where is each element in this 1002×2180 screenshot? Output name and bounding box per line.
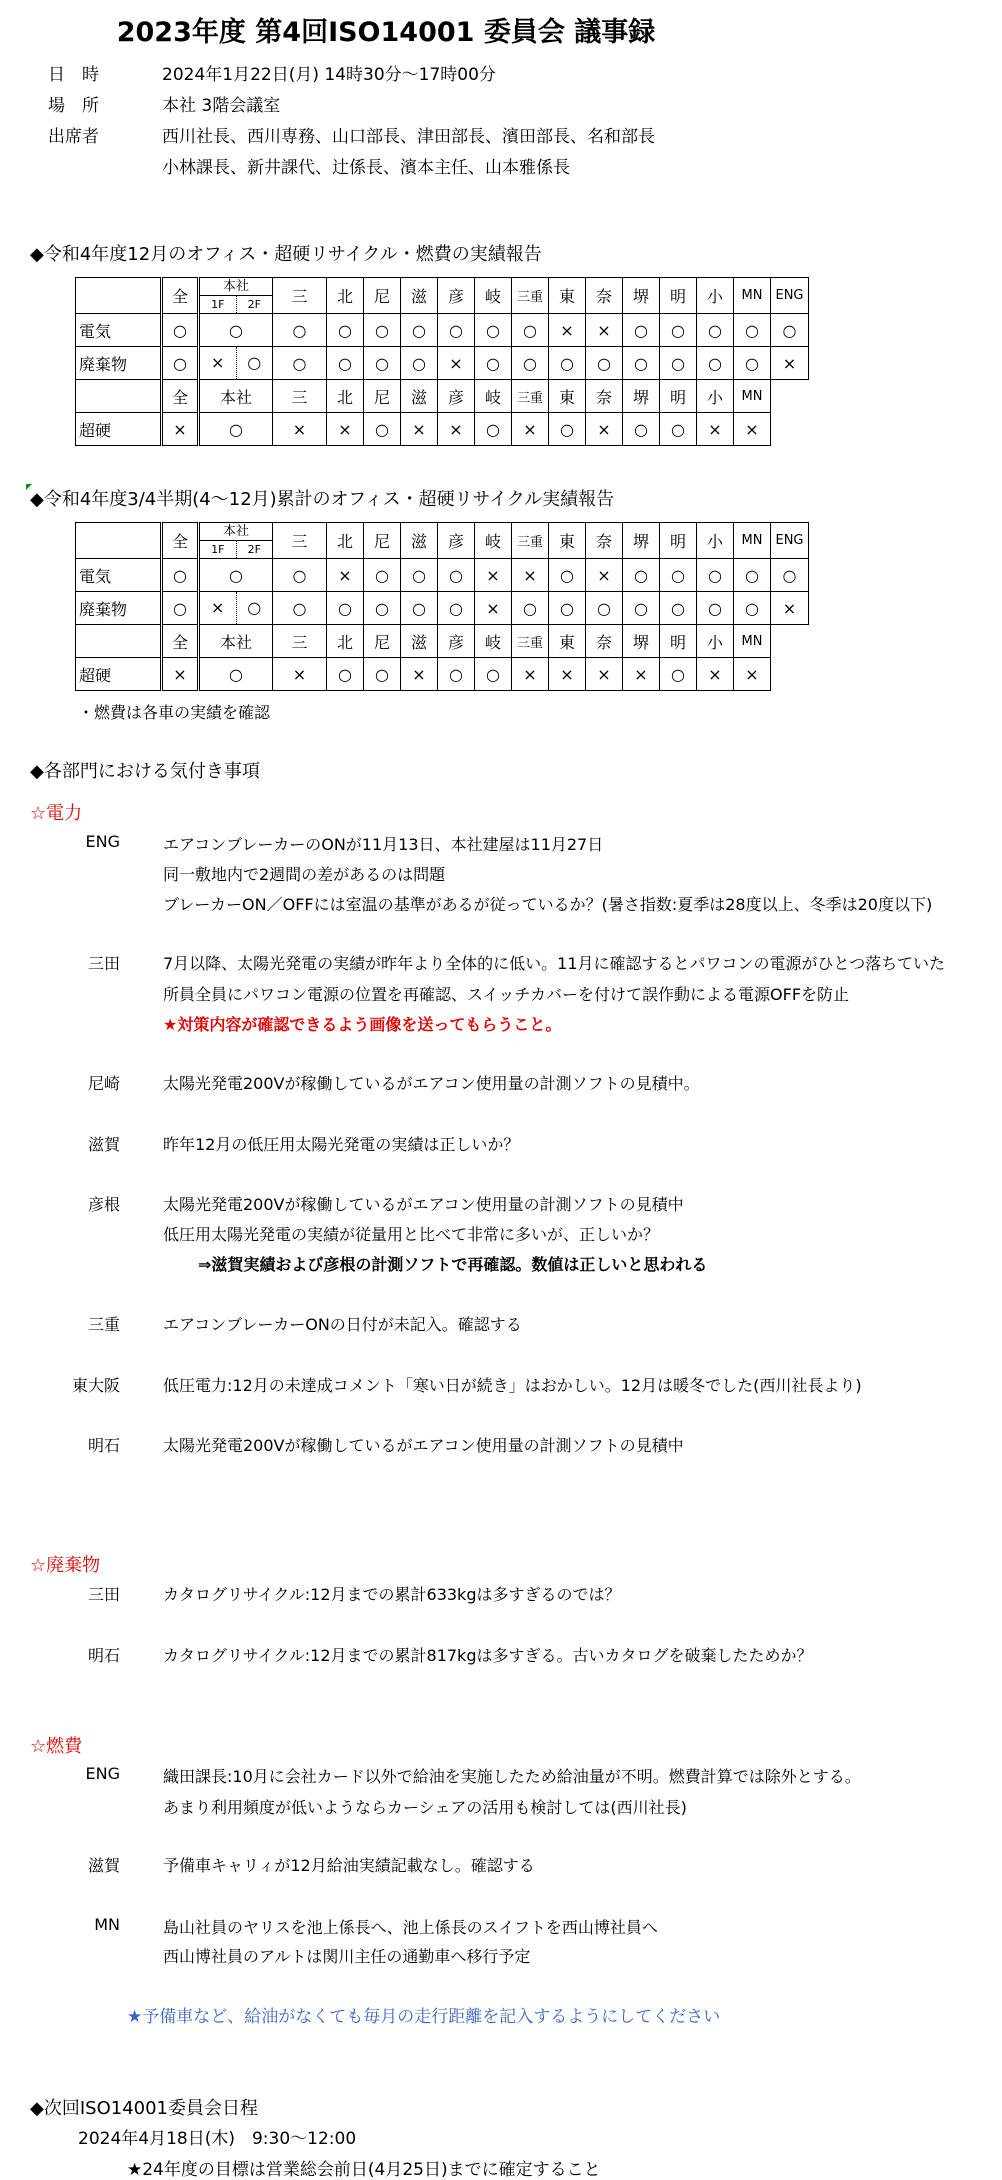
cell-all: ○ [162,592,199,625]
header-site: 明 [660,523,697,559]
header-site: 東 [549,625,586,658]
cell-site: ○ [364,413,401,446]
finding-line: 太陽光発電200Vが稼働しているがエアコン使用量の計測ソフトの見積中。 [163,1074,700,1093]
cell-site: ○ [438,658,475,691]
header-site: 堺 [623,625,660,658]
header-site: 尼 [364,278,401,314]
meta-value-datetime: 2024年1月22日(月) 14時30分～17時00分 [162,65,496,85]
header-site: 彦 [438,380,475,413]
cell-site: ○ [364,559,401,592]
cell-all: ○ [162,314,199,347]
empty-cell [771,625,809,658]
hq-header-wrap [200,523,272,558]
header-site: 三 [273,278,327,314]
hq-floor-row [200,296,272,313]
header-site: 尼 [364,380,401,413]
dept-label: 三田 [87,954,120,973]
header-site: 奈 [586,380,623,413]
header-site: ENG [771,523,809,559]
cell-all: ○ [162,559,199,592]
header-site: 奈 [586,523,623,559]
cell-hq-1f: × [200,347,237,379]
cell-site: ○ [623,559,660,592]
cell-site: ○ [697,559,734,592]
cell-site: × [401,413,438,446]
cell-site: × [512,559,549,592]
table-row [76,347,809,380]
cell-site: ○ [771,559,809,592]
cell-hq-split [199,592,273,625]
cell-site: ○ [364,347,401,380]
header-site: 彦 [438,523,475,559]
carbide-header-row [76,625,809,658]
cell-site: ○ [401,314,438,347]
empty-cell [771,413,809,446]
header-site: 北 [327,278,364,314]
cell-site: ○ [438,592,475,625]
header-site: MN [734,523,771,559]
finding-action-red: ★対策内容が確認できるよう画像を送ってもらうこと。 [163,1015,562,1034]
finding-line: カタログリサイクル:12月までの累計817kgは多すぎる。古いカタログを破棄したためか？ [163,1646,813,1665]
cell-hq: ○ [199,658,273,691]
finding-line: カタログリサイクル:12月までの累計633kgは多すぎるのでは？ [163,1585,621,1604]
cell-site: × [586,314,623,347]
header-site: 小 [697,625,734,658]
finding-line: ブレーカーON／OFFには室温の基準があるが従っているか？(暑さ指数:夏季は28度以上、冬季は20度以下) [163,895,933,914]
header-hq-label: 本社 [200,523,272,541]
cell-site: ○ [401,592,438,625]
header-site: MN [734,278,771,314]
cell-site: ○ [660,413,697,446]
cell-site: ○ [734,314,771,347]
hq-split [200,592,272,624]
finding-line: 織田課長:10月に会社カード以外で給油を実施したため給油量が不明。燃費計算では除外とする。 [163,1767,861,1786]
cell-site: ○ [549,559,586,592]
cell-site: ○ [660,347,697,380]
cell-site: ○ [549,592,586,625]
header-hq-2f: 2F [247,543,261,556]
cell-site: ○ [327,592,364,625]
cell-site: × [697,413,734,446]
cell-hq-2f: ○ [247,353,262,372]
finding-answer: ⇒滋賀実績および彦根の計測ソフトで再確認。数値は正しいと思われる [198,1255,708,1274]
header-site: 小 [697,278,734,314]
cell-comment-marker-icon: ◤ [26,482,33,491]
header-site: 明 [660,380,697,413]
category-waste: ☆廃棄物 [30,1555,101,1576]
finding-line: 低圧用太陽光発電の実績が従量用と比べて非常に多いが、正しいか？ [163,1225,660,1244]
cell-site: ○ [475,314,512,347]
cell-site: × [771,347,809,380]
category-fuel: ☆燃費 [30,1736,83,1757]
meta-value-place: 本社 3階会議室 [162,96,281,116]
cell-site: × [549,658,586,691]
hq-split [200,347,272,379]
cell-site: ○ [273,592,327,625]
header-site: 北 [327,523,364,559]
header-site: 岐 [475,380,512,413]
dept-label: 三田 [87,1585,120,1604]
header-site: 彦 [438,625,475,658]
cell-site: ○ [771,314,809,347]
report2-heading: ◆令和4年度3/4半期(4～12月)累計のオフィス・超硬リサイクル実績報告 [30,489,615,510]
table-header-row [76,523,809,559]
cell-site: ○ [512,347,549,380]
finding-line: 低圧電力:12月の未達成コメント「寒い日が続き」はおかしい。12月は暖冬でした(西川社長より) [163,1376,862,1395]
finding-line: あまり利用頻度が低いようならカーシェアの活用も検討しては(西川社長) [163,1798,687,1817]
header-empty-cell [76,625,162,658]
report1-heading: ◆令和4年度12月のオフィス・超硬リサイクル・燃費の実績報告 [30,244,542,265]
table-row [76,559,809,592]
cell-site: × [273,413,327,446]
cell-site: ○ [586,347,623,380]
header-site: 尼 [364,523,401,559]
cell-site: ○ [623,413,660,446]
header-site: 明 [660,278,697,314]
meta-value-attendees-1: 西川社長、西川専務、山口部長、津田部長、濱田部長、名和部長 [162,127,655,147]
header-site: 奈 [586,625,623,658]
cell-all: × [162,658,199,691]
cell-site: ○ [475,347,512,380]
cell-site: ○ [660,559,697,592]
dept-label: ENG [85,1764,120,1783]
header-hq-2f: 2F [247,298,261,311]
report1-table [75,277,809,446]
cell-site: ○ [364,592,401,625]
cell-site: × [586,413,623,446]
header-hq: 本社 [199,625,273,658]
table-row [76,413,809,446]
finding-line: 島山社員のヤリスを池上係長へ、池上係長のスイフトを西山博社員へ [163,1918,658,1937]
dept-label: 彦根 [87,1195,120,1214]
cell-site: ○ [734,559,771,592]
cell-site: ○ [734,347,771,380]
header-site: 堺 [623,380,660,413]
header-site: 北 [327,625,364,658]
cell-site: ○ [623,314,660,347]
header-site: 三重 [512,380,549,413]
header-site: 小 [697,380,734,413]
cell-site: ○ [623,592,660,625]
dept-label: 尼崎 [87,1074,120,1093]
empty-cell [771,658,809,691]
row-label: 超硬 [76,658,162,691]
cell-site: ○ [549,413,586,446]
cell-site: ○ [273,314,327,347]
cell-site: × [438,413,475,446]
report2-note: ・燃費は各車の実績を確認 [78,703,271,722]
cell-hq-2f: ○ [247,598,262,617]
hq-header-wrap [200,278,272,313]
header-all: 全 [162,523,199,559]
row-label: 超硬 [76,413,162,446]
header-hq [199,278,273,314]
finding-line: エアコンブレーカーONの日付が未記入。確認する [163,1315,522,1334]
cell-site: ○ [549,347,586,380]
cell-site: × [401,658,438,691]
cell-site: × [512,658,549,691]
header-site: 彦 [438,278,475,314]
header-site: 滋 [401,278,438,314]
report2-table [75,522,809,691]
dept-label: 滋賀 [87,1135,120,1154]
cell-hq: ○ [199,314,273,347]
cell-site: × [586,559,623,592]
next-meeting-note: ★24年度の目標は営業総会前日(4月25日)までに確定すること [127,2160,601,2180]
table-row [76,314,809,347]
cell-site: ○ [364,314,401,347]
meta-label-place: 場 所 [48,96,99,116]
dept-label: 滋賀 [87,1856,120,1875]
header-site: 小 [697,523,734,559]
cell-site: ○ [273,559,327,592]
findings-heading: ◆各部門における気付き事項 [30,761,260,782]
dept-label: 明石 [87,1436,120,1455]
header-site: 堺 [623,523,660,559]
cell-site: ○ [660,314,697,347]
cell-site: ○ [401,559,438,592]
cell-site: × [327,413,364,446]
row-label: 電気 [76,314,162,347]
header-hq-1f: 1F [200,541,237,558]
table-header-row [76,278,809,314]
dept-label: MN [94,1915,120,1934]
finding-line: 7月以降、太陽光発電の実績が昨年より全体的に低い。11月に確認するとパワコンの電源がひとつ落ちていた [163,954,946,973]
document-title-text: 2023年度 第4回ISO14001 委員会 議事録 [116,17,656,48]
meta-value-attendees-2: 小林課長、新井課代、辻係長、濱本主任、山本雅係長 [162,158,570,178]
cell-site: ○ [512,314,549,347]
finding-line: 西山博社員のアルトは関川主任の通勤車へ移行予定 [163,1947,531,1966]
table-row [76,592,809,625]
header-hq: 本社 [199,380,273,413]
carbide-header-row [76,380,809,413]
header-empty-cell [76,278,162,314]
category-power: ☆電力 [30,803,83,824]
cell-site: ○ [586,592,623,625]
finding-line: エアコンブレーカーのONが11月13日、本社建屋は11月27日 [163,835,604,854]
header-site: 三 [273,380,327,413]
dept-label: ENG [85,832,120,851]
finding-line: 昨年12月の低圧用太陽光発電の実績は正しいか？ [163,1135,520,1154]
cell-site: × [697,658,734,691]
header-hq [199,523,273,559]
header-site: 滋 [401,625,438,658]
cell-site: ○ [273,347,327,380]
cell-site: × [586,658,623,691]
cell-site: × [327,559,364,592]
cell-site: ○ [364,658,401,691]
cell-site: ○ [475,413,512,446]
finding-line: 同一敷地内で2週間の差があるのは問題 [163,865,446,884]
row-label: 廃棄物 [76,347,162,380]
next-meeting-heading: ◆次回ISO14001委員会日程 [30,2098,259,2119]
header-site: MN [734,625,771,658]
cell-site: ○ [660,658,697,691]
finding-line: 予備車キャリィが12月給油実績記載なし。確認する [163,1856,535,1875]
cell-site: ○ [512,592,549,625]
finding-line: 所員全員にパワコン電源の位置を再確認、スイッチカバーを付けて誤作動による電源OFFを防止 [163,985,850,1004]
cell-site: × [549,314,586,347]
cell-site: × [734,413,771,446]
header-site: 明 [660,625,697,658]
header-empty-cell [76,523,162,559]
row-label: 電気 [76,559,162,592]
cell-all: ○ [162,347,199,380]
cell-site: ○ [438,559,475,592]
header-site: 三 [273,523,327,559]
dept-label: 三重 [87,1315,120,1334]
cell-hq-split [199,347,273,380]
cell-site: × [438,347,475,380]
header-site: 奈 [586,278,623,314]
header-all: 全 [162,380,199,413]
cell-site: × [623,658,660,691]
dept-label: 明石 [87,1646,120,1665]
header-site: 東 [549,523,586,559]
header-site: 滋 [401,523,438,559]
cell-site: ○ [623,347,660,380]
header-hq-label: 本社 [200,278,272,296]
cell-hq-1f: × [200,592,237,624]
next-meeting-datetime: 2024年4月18日(木) 9:30～12:00 [78,2129,357,2149]
row-label: 廃棄物 [76,592,162,625]
cell-site: × [734,658,771,691]
cell-all: × [162,413,199,446]
table-row [76,658,809,691]
dept-label: 東大阪 [71,1376,120,1395]
header-site: 三重 [512,523,549,559]
header-site: 北 [327,380,364,413]
header-hq-1f: 1F [200,296,237,313]
header-site: MN [734,380,771,413]
cell-hq: ○ [199,559,273,592]
header-site: 東 [549,278,586,314]
cell-site: ○ [327,658,364,691]
header-site: 尼 [364,625,401,658]
cell-site: × [512,413,549,446]
finding-line: 太陽光発電200Vが稼働しているがエアコン使用量の計測ソフトの見積中 [163,1195,684,1214]
header-site: 東 [549,380,586,413]
cell-site: ○ [438,314,475,347]
meta-label-attendees: 出席者 [48,127,99,147]
hq-floor-row [200,541,272,558]
cell-site: ○ [697,592,734,625]
cell-site: ○ [327,314,364,347]
cell-hq: ○ [199,413,273,446]
cell-site: × [475,592,512,625]
header-all: 全 [162,625,199,658]
header-site: 岐 [475,278,512,314]
fuel-notice: ★予備車など、給油がなくても毎月の走行距離を記入するようにしてください [127,2007,721,2027]
header-site: 滋 [401,380,438,413]
cell-site: ○ [475,658,512,691]
cell-site: ○ [660,592,697,625]
cell-site: × [771,592,809,625]
header-site: 岐 [475,523,512,559]
meta-label-datetime: 日 時 [48,65,99,85]
header-site: ENG [771,278,809,314]
header-site: 三重 [512,278,549,314]
finding-line: 太陽光発電200Vが稼働しているがエアコン使用量の計測ソフトの見積中 [163,1436,684,1455]
header-empty-cell [76,380,162,413]
cell-site: × [273,658,327,691]
header-site: 堺 [623,278,660,314]
cell-site: ○ [697,347,734,380]
cell-site: × [475,559,512,592]
header-site: 三重 [512,625,549,658]
header-site: 岐 [475,625,512,658]
header-all: 全 [162,278,199,314]
empty-cell [771,380,809,413]
cell-site: ○ [734,592,771,625]
header-site: 三 [273,625,327,658]
cell-site: ○ [327,347,364,380]
cell-site: ○ [401,347,438,380]
document-title [0,10,1002,49]
cell-site: ○ [697,314,734,347]
